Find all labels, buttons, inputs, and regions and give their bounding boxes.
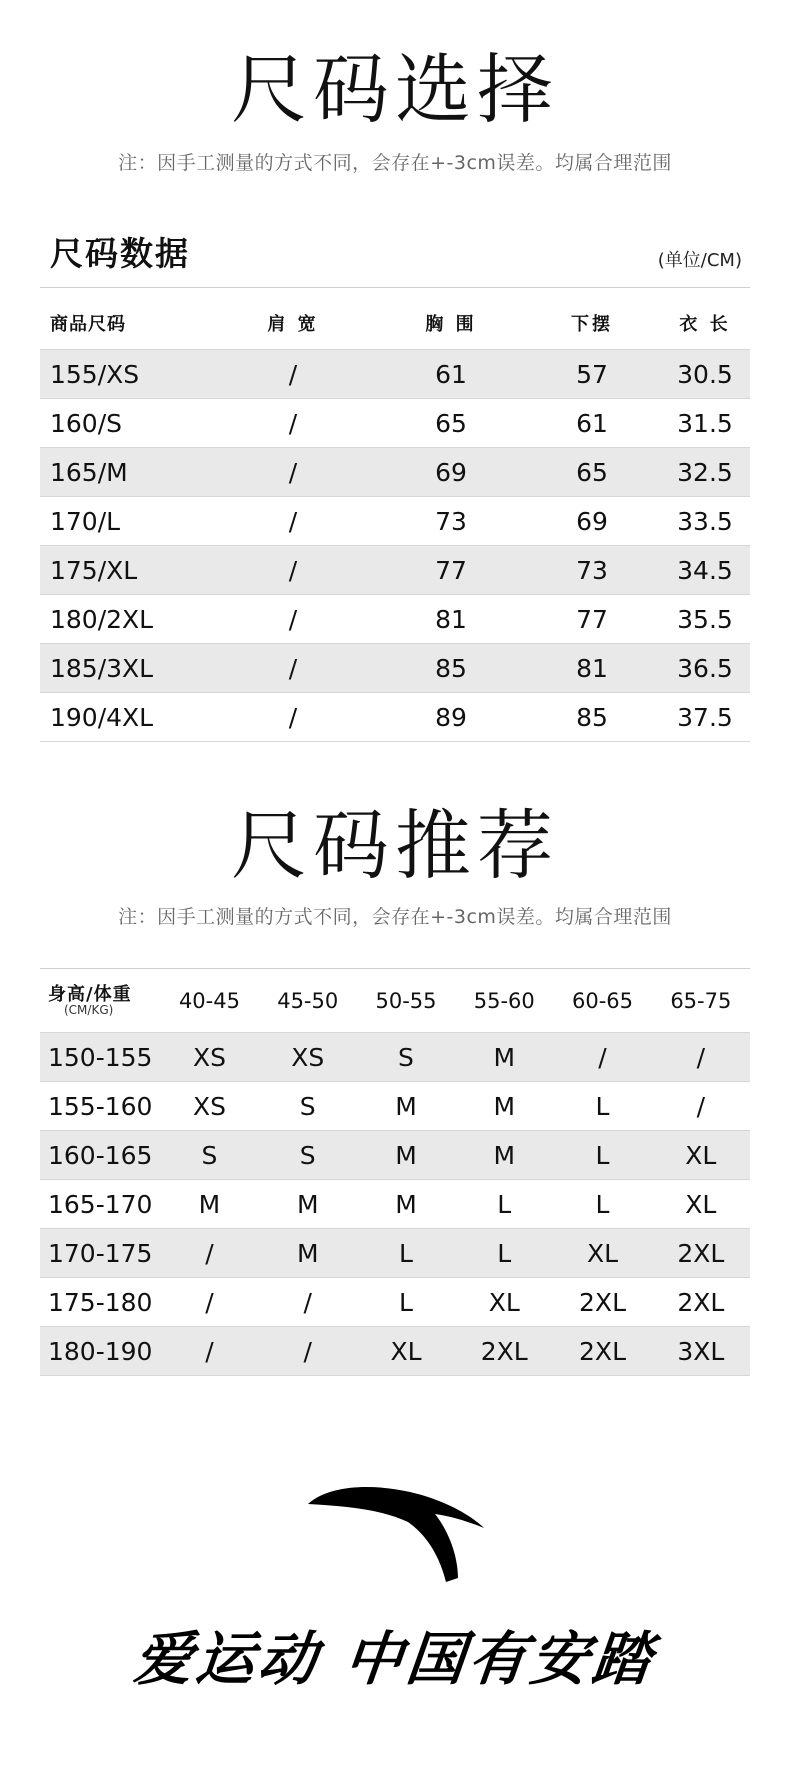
table-cell: XS <box>160 1082 258 1131</box>
table-cell: 32.5 <box>660 448 750 497</box>
table-cell: / <box>160 1278 258 1327</box>
table-row <box>40 693 750 742</box>
size-data-heading: 尺码数据 <box>50 234 190 273</box>
table-row <box>40 546 750 595</box>
table-row <box>40 1082 750 1131</box>
table-cell: 33.5 <box>660 497 750 546</box>
table-cell: 73 <box>524 546 660 595</box>
divider <box>40 287 750 288</box>
row-label-cell: 155-160 <box>40 1082 160 1131</box>
table-cell: 34.5 <box>660 546 750 595</box>
column-header: 衣 长 <box>679 314 731 335</box>
table-cell: 61 <box>524 399 660 448</box>
row-label-cell: 170/L <box>40 497 208 546</box>
table-cell: 69 <box>524 497 660 546</box>
table-cell: 81 <box>524 644 660 693</box>
column-header: 胸 围 <box>425 314 477 335</box>
row-label-cell: 170-175 <box>40 1229 160 1278</box>
row-label-cell: 160-165 <box>40 1131 160 1180</box>
table-row <box>40 497 750 546</box>
height-weight-unit: (CM/KG) <box>64 1003 114 1018</box>
table-header-row <box>40 970 750 1033</box>
table-row <box>40 1033 750 1082</box>
weight-column-header: 65-75 <box>670 989 732 1013</box>
table-cell: / <box>208 693 378 742</box>
table-cell: 2XL <box>652 1278 750 1327</box>
table-cell: M <box>160 1180 258 1229</box>
table-row <box>40 1229 750 1278</box>
table-cell: 69 <box>378 448 524 497</box>
table-cell: 31.5 <box>660 399 750 448</box>
table-row <box>40 1131 750 1180</box>
measurement-note: 注：因手工测量的方式不同，会存在+-3cm误差。均属合理范围 <box>118 152 672 174</box>
table-cell: 35.5 <box>660 595 750 644</box>
row-label-cell: 150-155 <box>40 1033 160 1082</box>
table-cell: L <box>455 1180 553 1229</box>
size-recommendation-table <box>40 970 750 1376</box>
brand-slogan: 爱运动 中国有安踏 <box>130 1625 659 1693</box>
table-cell: / <box>652 1033 750 1082</box>
row-label-cell: 165-170 <box>40 1180 160 1229</box>
table-cell: 85 <box>378 644 524 693</box>
height-weight-label: 身高/体重 <box>48 983 132 1005</box>
table-cell: L <box>553 1180 651 1229</box>
table-cell: 36.5 <box>660 644 750 693</box>
table-cell: 73 <box>378 497 524 546</box>
table-cell: 2XL <box>553 1327 651 1376</box>
weight-column-header: 50-55 <box>375 989 437 1013</box>
table-cell: L <box>357 1278 455 1327</box>
weight-column-header: 45-50 <box>277 989 339 1013</box>
anta-logo-icon <box>300 1478 490 1588</box>
table-cell: M <box>357 1082 455 1131</box>
table-cell: / <box>160 1327 258 1376</box>
table-cell: 81 <box>378 595 524 644</box>
weight-column-header: 40-45 <box>178 989 240 1013</box>
size-data-table <box>40 297 750 742</box>
table-cell: / <box>259 1278 357 1327</box>
table-cell: 3XL <box>652 1327 750 1376</box>
table-cell: / <box>208 350 378 399</box>
measurement-note: 注：因手工测量的方式不同，会存在+-3cm误差。均属合理范围 <box>118 906 672 928</box>
row-label-cell: 175/XL <box>40 546 208 595</box>
column-header: 肩 宽 <box>267 314 319 335</box>
table-cell: M <box>455 1033 553 1082</box>
table-cell: M <box>455 1131 553 1180</box>
table-cell: L <box>553 1131 651 1180</box>
table-cell: / <box>208 497 378 546</box>
weight-column-header: 60-65 <box>572 989 634 1013</box>
table-cell: / <box>208 546 378 595</box>
table-cell: 37.5 <box>660 693 750 742</box>
table-cell: L <box>553 1082 651 1131</box>
table-cell: 61 <box>378 350 524 399</box>
row-label-cell: 160/S <box>40 399 208 448</box>
table-cell: M <box>357 1180 455 1229</box>
table-cell: S <box>259 1082 357 1131</box>
table-cell: 2XL <box>553 1278 651 1327</box>
size-recommendation-title: 尺码推荐 <box>231 801 559 890</box>
table-cell: XL <box>553 1229 651 1278</box>
row-label-cell: 175-180 <box>40 1278 160 1327</box>
row-label-cell: 185/3XL <box>40 644 208 693</box>
table-cell: M <box>455 1082 553 1131</box>
column-header: 商品尺码 <box>50 314 126 335</box>
row-label-cell: 165/M <box>40 448 208 497</box>
table-cell: 85 <box>524 693 660 742</box>
table-cell: / <box>208 644 378 693</box>
table-cell: M <box>259 1180 357 1229</box>
table-cell: 89 <box>378 693 524 742</box>
row-label-cell: 190/4XL <box>40 693 208 742</box>
table-cell: S <box>160 1131 258 1180</box>
table-cell: / <box>553 1033 651 1082</box>
table-cell: XL <box>455 1278 553 1327</box>
table-cell: XS <box>160 1033 258 1082</box>
table-cell: 65 <box>378 399 524 448</box>
table-cell: M <box>259 1229 357 1278</box>
table-row <box>40 595 750 644</box>
table-row <box>40 350 750 399</box>
table-cell: 77 <box>378 546 524 595</box>
column-header: 下摆 <box>571 314 613 335</box>
table-cell: M <box>357 1131 455 1180</box>
table-cell: / <box>652 1082 750 1131</box>
row-label-cell: 180-190 <box>40 1327 160 1376</box>
row-label-cell: 155/XS <box>40 350 208 399</box>
table-cell: L <box>455 1229 553 1278</box>
table-cell: 57 <box>524 350 660 399</box>
table-cell: 2XL <box>652 1229 750 1278</box>
table-row <box>40 644 750 693</box>
table-cell: / <box>208 448 378 497</box>
table-header-row <box>40 297 750 350</box>
table-row <box>40 1278 750 1327</box>
table-row <box>40 448 750 497</box>
height-weight-header <box>40 970 160 1033</box>
table-cell: XL <box>652 1180 750 1229</box>
unit-label: (单位/CM) <box>657 250 742 271</box>
size-selection-title: 尺码选择 <box>231 45 559 134</box>
table-cell: XS <box>259 1033 357 1082</box>
table-cell: 2XL <box>455 1327 553 1376</box>
table-cell: 30.5 <box>660 350 750 399</box>
table-cell: L <box>357 1229 455 1278</box>
table-cell: / <box>259 1327 357 1376</box>
table-cell: / <box>208 399 378 448</box>
table-cell: 77 <box>524 595 660 644</box>
divider <box>40 968 750 969</box>
table-cell: / <box>160 1229 258 1278</box>
table-cell: S <box>259 1131 357 1180</box>
table-cell: S <box>357 1033 455 1082</box>
table-row <box>40 1327 750 1376</box>
table-row <box>40 1180 750 1229</box>
table-cell: / <box>208 595 378 644</box>
table-cell: XL <box>357 1327 455 1376</box>
weight-column-header: 55-60 <box>473 989 535 1013</box>
table-cell: XL <box>652 1131 750 1180</box>
table-cell: 65 <box>524 448 660 497</box>
table-row <box>40 399 750 448</box>
row-label-cell: 180/2XL <box>40 595 208 644</box>
